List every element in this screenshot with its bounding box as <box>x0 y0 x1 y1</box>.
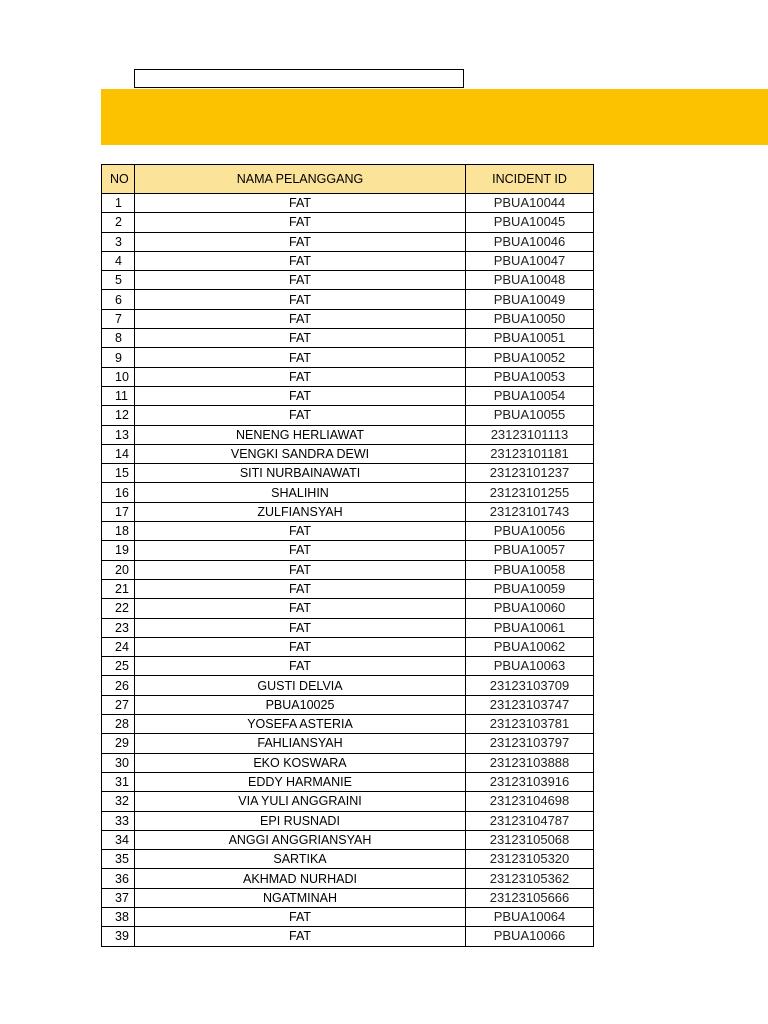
row-number: 7 <box>102 309 135 328</box>
table-row <box>102 232 594 251</box>
incident-id-cell: 23123101743 <box>466 502 594 521</box>
row-number: 8 <box>102 329 135 348</box>
incident-id-cell: 23123105068 <box>466 830 594 849</box>
customer-name-cell: FAT <box>135 290 466 309</box>
row-number: 32 <box>102 792 135 811</box>
customer-name-cell: FAT <box>135 927 466 946</box>
table-row <box>102 522 594 541</box>
row-number: 26 <box>102 676 135 695</box>
customer-name-cell: EPI RUSNADI <box>135 811 466 830</box>
row-number: 6 <box>102 290 135 309</box>
table-row <box>102 715 594 734</box>
customer-name-cell: FAT <box>135 599 466 618</box>
customer-name-cell: FAT <box>135 907 466 926</box>
incident-id-cell: 23123105320 <box>466 850 594 869</box>
customer-name-cell: FAT <box>135 522 466 541</box>
incident-id-cell: PBUA10052 <box>466 348 594 367</box>
incident-id-cell: PBUA10060 <box>466 599 594 618</box>
table-row <box>102 695 594 714</box>
table-row <box>102 579 594 598</box>
header-banner <box>101 89 768 145</box>
row-number: 5 <box>102 271 135 290</box>
row-number: 30 <box>102 753 135 772</box>
incident-id-cell: PBUA10054 <box>466 386 594 405</box>
row-number: 27 <box>102 695 135 714</box>
customer-name-cell: EDDY HARMANIE <box>135 772 466 791</box>
table-row <box>102 830 594 849</box>
table-row <box>102 444 594 463</box>
customer-name-cell: FAT <box>135 213 466 232</box>
table-row <box>102 213 594 232</box>
incident-id-cell: 23123101255 <box>466 483 594 502</box>
customer-name-cell: AKHMAD NURHADI <box>135 869 466 888</box>
customer-name-cell: NGATMINAH <box>135 888 466 907</box>
row-number: 17 <box>102 502 135 521</box>
column-header-name: NAMA PELANGGANG <box>135 165 466 194</box>
incident-id-cell: PBUA10053 <box>466 367 594 386</box>
table-row <box>102 811 594 830</box>
customer-name-cell: SITI NURBAINAWATI <box>135 464 466 483</box>
incident-id-cell: PBUA10063 <box>466 657 594 676</box>
row-number: 36 <box>102 869 135 888</box>
table-row <box>102 425 594 444</box>
customer-name-cell: FAT <box>135 271 466 290</box>
incident-id-cell: 23123103709 <box>466 676 594 695</box>
incident-id-cell: PBUA10066 <box>466 927 594 946</box>
customer-name-cell: EKO KOSWARA <box>135 753 466 772</box>
row-number: 25 <box>102 657 135 676</box>
row-number: 4 <box>102 251 135 270</box>
row-number: 31 <box>102 772 135 791</box>
table-row <box>102 271 594 290</box>
incident-id-cell: 23123104698 <box>466 792 594 811</box>
incident-id-cell: 23123101237 <box>466 464 594 483</box>
row-number: 16 <box>102 483 135 502</box>
column-header-incident-id: INCIDENT ID <box>466 165 594 194</box>
row-number: 13 <box>102 425 135 444</box>
incident-id-cell: PBUA10057 <box>466 541 594 560</box>
customer-name-cell: FAT <box>135 560 466 579</box>
incident-id-cell: PBUA10062 <box>466 637 594 656</box>
customer-name-cell: FAT <box>135 657 466 676</box>
incident-id-cell: PBUA10061 <box>466 618 594 637</box>
table-row <box>102 464 594 483</box>
table-row <box>102 386 594 405</box>
table-row <box>102 927 594 946</box>
customer-name-cell: SARTIKA <box>135 850 466 869</box>
table-row <box>102 599 594 618</box>
table-header-row <box>102 165 594 194</box>
table-row <box>102 850 594 869</box>
customer-name-cell: YOSEFA ASTERIA <box>135 715 466 734</box>
incident-id-cell: PBUA10047 <box>466 251 594 270</box>
row-number: 2 <box>102 213 135 232</box>
incident-id-cell: 23123105666 <box>466 888 594 907</box>
table-row <box>102 251 594 270</box>
incident-id-cell: PBUA10044 <box>466 194 594 213</box>
customer-name-cell: FAT <box>135 309 466 328</box>
customer-name-cell: SHALIHIN <box>135 483 466 502</box>
row-number: 21 <box>102 579 135 598</box>
incident-id-cell: 23123103916 <box>466 772 594 791</box>
incident-id-cell: PBUA10046 <box>466 232 594 251</box>
incident-id-cell: 23123104787 <box>466 811 594 830</box>
customer-name-cell: PBUA10025 <box>135 695 466 714</box>
incident-id-cell: 23123103797 <box>466 734 594 753</box>
table-row <box>102 290 594 309</box>
incident-id-cell: PBUA10050 <box>466 309 594 328</box>
customer-name-cell: FAT <box>135 579 466 598</box>
row-number: 1 <box>102 194 135 213</box>
customer-name-cell: FAHLIANSYAH <box>135 734 466 753</box>
customer-name-cell: ZULFIANSYAH <box>135 502 466 521</box>
table-row <box>102 367 594 386</box>
incident-id-cell: PBUA10055 <box>466 406 594 425</box>
row-number: 39 <box>102 927 135 946</box>
incident-id-cell: 23123101113 <box>466 425 594 444</box>
incident-id-cell: PBUA10064 <box>466 907 594 926</box>
incident-id-cell: 23123105362 <box>466 869 594 888</box>
customer-name-cell: VIA YULI ANGGRAINI <box>135 792 466 811</box>
customer-name-cell: FAT <box>135 618 466 637</box>
table-row <box>102 483 594 502</box>
row-number: 37 <box>102 888 135 907</box>
customer-name-cell: FAT <box>135 194 466 213</box>
customer-name-cell: FAT <box>135 232 466 251</box>
incident-id-cell: 23123103747 <box>466 695 594 714</box>
table-row <box>102 502 594 521</box>
table-row <box>102 676 594 695</box>
customer-name-cell: GUSTI DELVIA <box>135 676 466 695</box>
row-number: 10 <box>102 367 135 386</box>
row-number: 35 <box>102 850 135 869</box>
customer-name-cell: FAT <box>135 541 466 560</box>
table-row <box>102 888 594 907</box>
row-number: 33 <box>102 811 135 830</box>
incident-id-cell: PBUA10048 <box>466 271 594 290</box>
incident-id-cell: 23123103888 <box>466 753 594 772</box>
row-number: 34 <box>102 830 135 849</box>
customer-name-cell: FAT <box>135 348 466 367</box>
incident-id-cell: PBUA10059 <box>466 579 594 598</box>
customer-incident-table <box>101 164 594 947</box>
table-row <box>102 869 594 888</box>
row-number: 11 <box>102 386 135 405</box>
incident-id-cell: 23123103781 <box>466 715 594 734</box>
row-number: 22 <box>102 599 135 618</box>
row-number: 28 <box>102 715 135 734</box>
table-row <box>102 618 594 637</box>
column-header-no: NO <box>102 165 135 194</box>
incident-id-cell: PBUA10058 <box>466 560 594 579</box>
customer-name-cell: FAT <box>135 637 466 656</box>
customer-name-cell: NENENG HERLIAWAT <box>135 425 466 444</box>
row-number: 38 <box>102 907 135 926</box>
customer-name-cell: FAT <box>135 367 466 386</box>
customer-name-cell: FAT <box>135 386 466 405</box>
table-row <box>102 348 594 367</box>
row-number: 20 <box>102 560 135 579</box>
table-row <box>102 772 594 791</box>
table-row <box>102 637 594 656</box>
table-row <box>102 406 594 425</box>
row-number: 23 <box>102 618 135 637</box>
customer-name-cell: FAT <box>135 329 466 348</box>
table-row <box>102 734 594 753</box>
incident-id-cell: 23123101181 <box>466 444 594 463</box>
row-number: 29 <box>102 734 135 753</box>
customer-name-cell: FAT <box>135 251 466 270</box>
incident-id-cell: PBUA10051 <box>466 329 594 348</box>
incident-id-cell: PBUA10056 <box>466 522 594 541</box>
table-row <box>102 329 594 348</box>
table-row <box>102 792 594 811</box>
table-row <box>102 194 594 213</box>
row-number: 15 <box>102 464 135 483</box>
row-number: 14 <box>102 444 135 463</box>
row-number: 19 <box>102 541 135 560</box>
table-row <box>102 907 594 926</box>
table-row <box>102 309 594 328</box>
table-body <box>102 194 594 947</box>
row-number: 9 <box>102 348 135 367</box>
table-row <box>102 753 594 772</box>
title-cell <box>134 69 464 88</box>
table-row <box>102 560 594 579</box>
customer-name-cell: VENGKI SANDRA DEWI <box>135 444 466 463</box>
table-row <box>102 657 594 676</box>
row-number: 3 <box>102 232 135 251</box>
incident-id-cell: PBUA10045 <box>466 213 594 232</box>
row-number: 12 <box>102 406 135 425</box>
customer-name-cell: FAT <box>135 406 466 425</box>
table-row <box>102 541 594 560</box>
row-number: 18 <box>102 522 135 541</box>
customer-name-cell: ANGGI ANGGRIANSYAH <box>135 830 466 849</box>
row-number: 24 <box>102 637 135 656</box>
incident-id-cell: PBUA10049 <box>466 290 594 309</box>
